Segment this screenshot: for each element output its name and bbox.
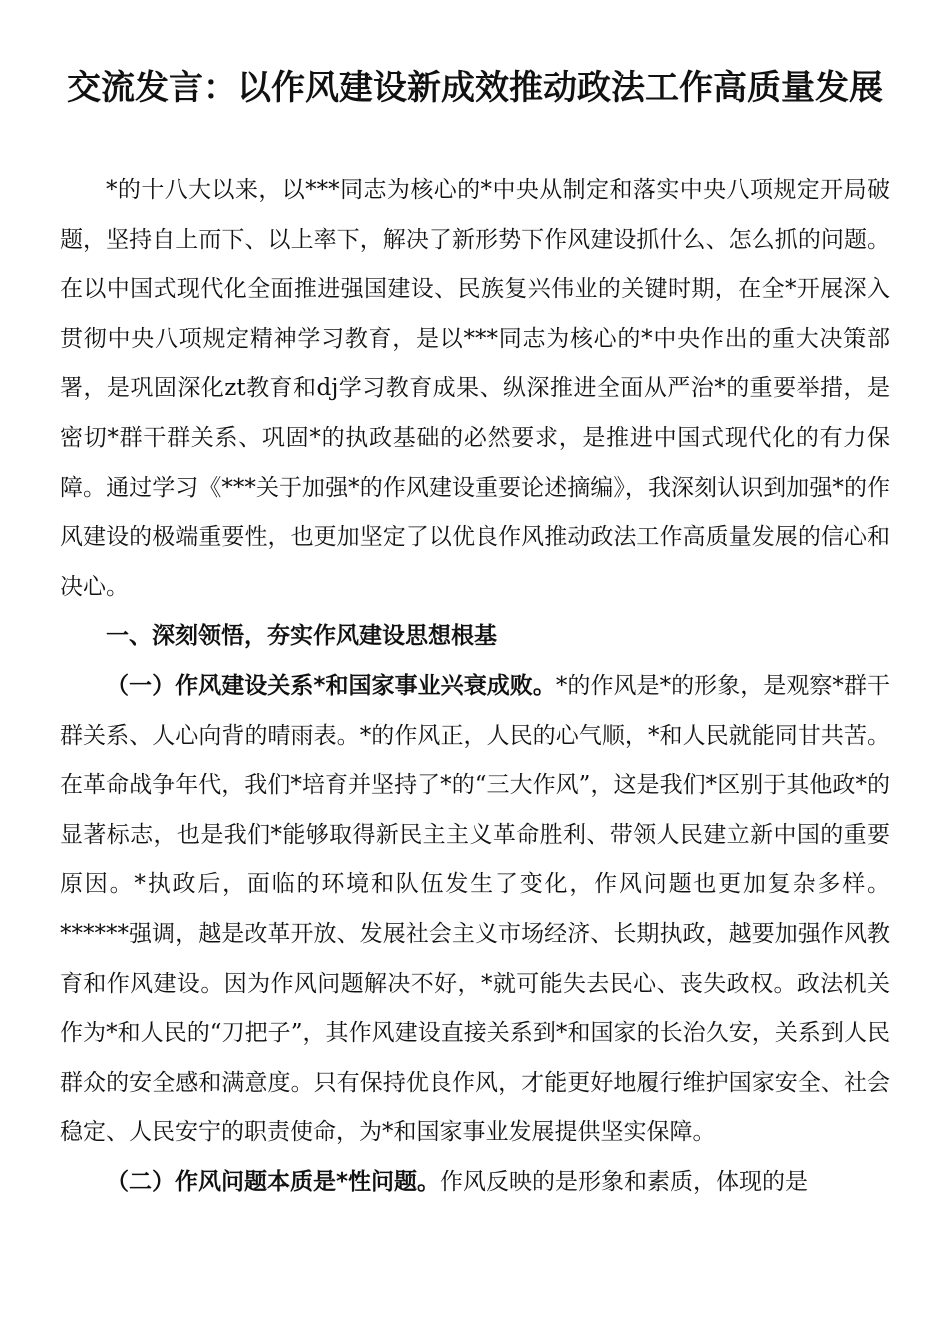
intro-paragraph: *的十八大以来，以***同志为核心的*中央从制定和落实中央八项规定开局破题，坚持自上而下、以上率下，解决了新形势下作风建设抓什么、怎么抓的问题。在以中国式现代化全面推进强国建设、民族复兴伟业的关键时期，在全*开展深入贯彻中央八项规定精神学习教育，是以***同志为核心的*中央作出的重大决策部署，是巩固深化zt教育和dj学习教育成果、纵深推进全面从严治*的重要举措，是密切*群干群关系、巩固*的执政基础的必然要求，是推进中国式现代化的有力保障。通过学习《***关于加强*的作风建设重要论述摘编》，我深刻认识到加强*的作风建设的极端重要性，也更加坚定了以优良作风推动政法工作高质量发展的信心和决心。: [60, 177, 890, 600]
document-title: 交流发言：以作风建设新成效推动政法工作高质量发展: [67, 68, 883, 108]
subsection-paragraph-1: [60, 662, 890, 1158]
subsection-lead-1: （一）作风建设关系*和国家事业兴衰成败。: [106, 672, 556, 699]
section-heading: 一、深刻领悟，夯实作风建设思想根基: [106, 623, 497, 650]
subsection-paragraph-2: [60, 1158, 890, 1208]
subsection-text-1: *的作风是*的形象，是观察*群干群关系、人心向背的晴雨表。*的作风正，人民的心气顺，*和人民就能同甘共苦。在革命战争年代，我们*培育并坚持了*的“三大作风”，这是我们*区别于其他政*的显著标志，也是我们*能够取得新民主主义革命胜利、带领人民建立新中国的重要原因。*执政后，面临的环境和队伍发生了变化，作风问题也更加复杂多样。******强调，越是改革开放、发展社会主义市场经济、长期执政，越要加强作风教育和作风建设。因为作风问题解决不好，*就可能失去民心、丧失政权。政法机关作为*和人民的“刀把子”，其作风建设直接关系到*和国家的长治久安，关系到人民群众的安全感和满意度。只有保持优良作风，才能更好地履行维护国家安全、社会稳定、人民安宁的职责使命，为*和国家事业发展提供坚实保障。: [60, 672, 891, 1146]
document-body: [60, 166, 890, 1207]
subsection-text-2: 作风反映的是形象和素质，体现的是: [440, 1168, 809, 1195]
subsection-lead-2: （二）作风问题本质是*性问题。: [106, 1168, 441, 1195]
